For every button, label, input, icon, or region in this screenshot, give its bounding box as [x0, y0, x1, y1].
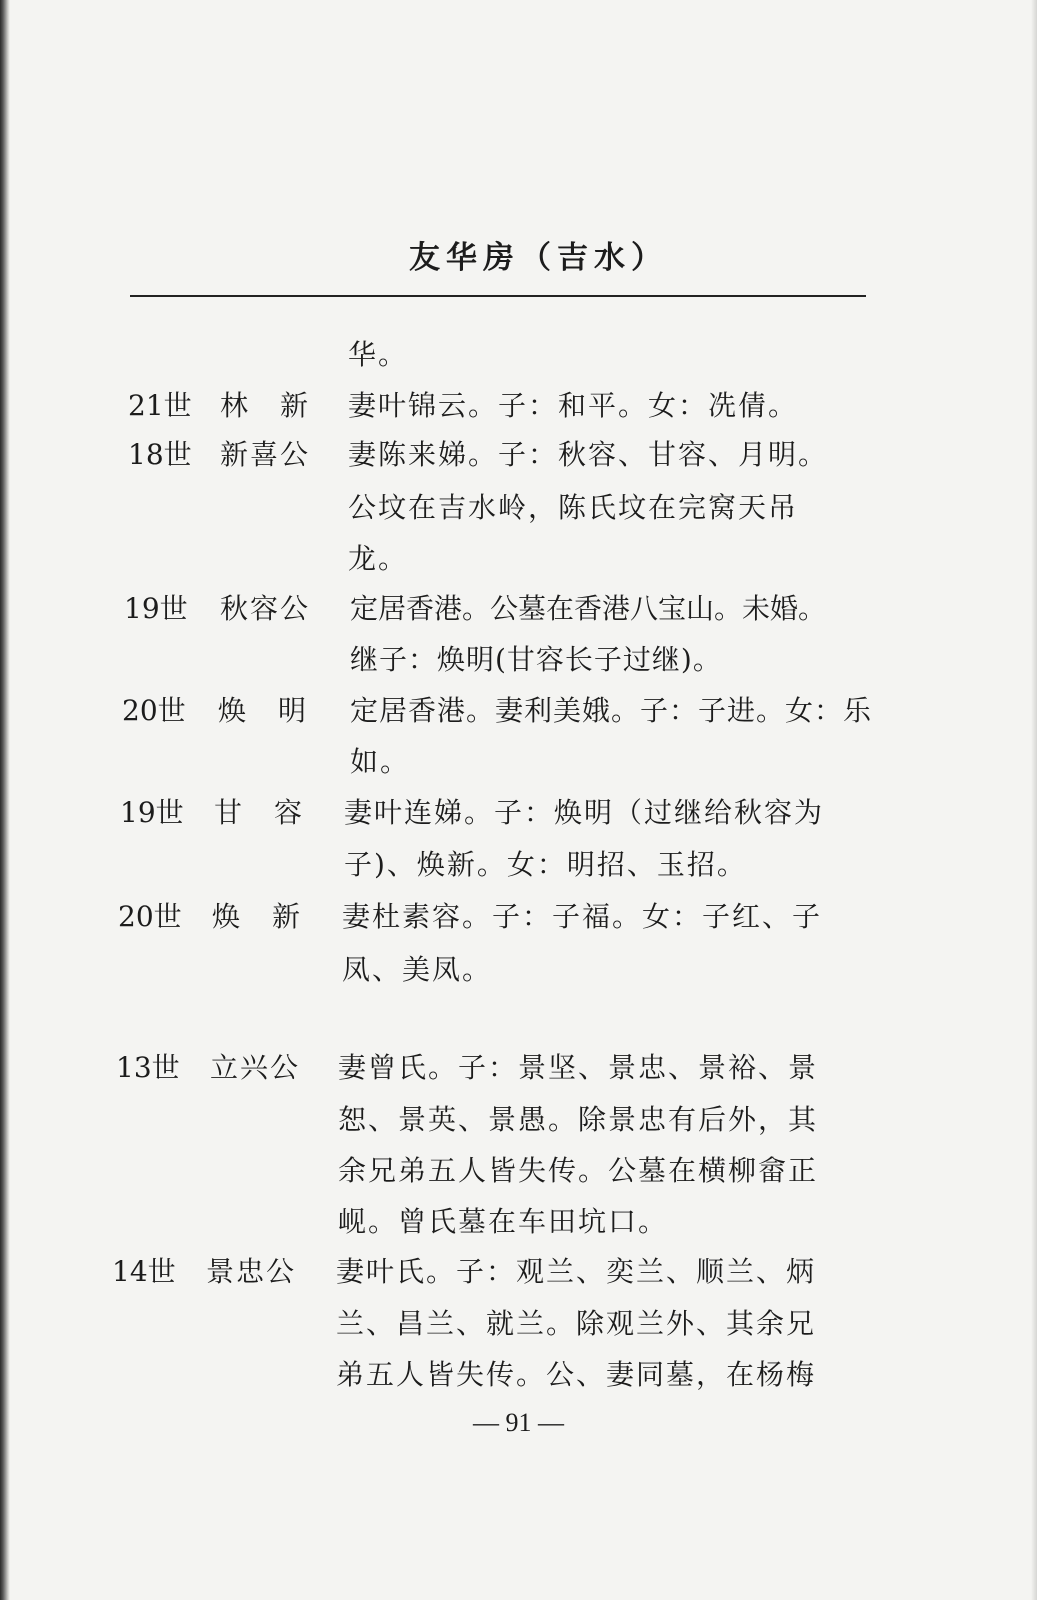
entry-name: 甘 容	[214, 796, 305, 829]
entry-name: 立兴公	[210, 1051, 301, 1084]
entry-name: 林 新	[220, 389, 311, 422]
page-header	[0, 232, 1037, 277]
entry-generation: 14世	[112, 1255, 176, 1288]
entry-text-line: 余兄弟五人皆失传。公墓在横柳畲正	[338, 1154, 819, 1187]
continuation-text: 华。	[348, 338, 409, 371]
entry-text-line: 定居香港。公墓在香港八宝山。未婚。	[350, 592, 827, 625]
page-number: — 91 —	[473, 1408, 564, 1437]
entry-text-line: 岘。曾氏墓在车田坑口。	[338, 1205, 669, 1238]
entry-text-line: 妻杜素容。子：子福。女：子红、子	[342, 900, 823, 933]
entry-text-line: 妻叶氏。子：观兰、奕兰、顺兰、炳	[336, 1255, 817, 1288]
entry-text-line: 恕、景英、景愚。除景忠有后外，其	[338, 1103, 819, 1136]
entry-generation: 21世	[128, 389, 192, 422]
entry-name: 焕 新	[212, 900, 303, 933]
entry-generation: 19世	[124, 592, 188, 625]
entry-text-line: 龙。	[348, 542, 409, 575]
entry-text-line: 妻曾氏。子：景坚、景忠、景裕、景	[338, 1051, 819, 1084]
entry-name: 秋容公	[220, 592, 311, 625]
header-title: 友华房（吉水）	[409, 240, 668, 276]
entry-text-line: 如。	[350, 745, 411, 778]
entry-generation: 18世	[128, 438, 192, 471]
entry-text-line: 定居香港。妻利美娥。子：子进。女：乐	[350, 694, 873, 727]
entry-name: 新喜公	[220, 438, 311, 471]
entry-text-line: 继子：焕明(甘容长子过继)。	[350, 643, 722, 676]
header-rule	[130, 295, 866, 297]
entry-text-line: 妻叶连娣。子：焕明（过继给秋容为	[344, 796, 825, 829]
entry-generation: 20世	[118, 900, 182, 933]
entry-generation: 19世	[120, 796, 184, 829]
entry-generation: 13世	[116, 1051, 180, 1084]
entry-name: 焕 明	[218, 694, 309, 727]
entry-generation: 20世	[122, 694, 186, 727]
entry-text-line: 妻陈来娣。子：秋容、甘容、月明。	[348, 438, 829, 471]
entry-text-line: 弟五人皆失传。公、妻同墓，在杨梅	[336, 1358, 817, 1391]
entry-text-line: 妻叶锦云。子：和平。女：冼倩。	[348, 389, 799, 422]
entry-name: 景忠公	[206, 1255, 297, 1288]
entry-text-line: 公坟在吉水岭，陈氏坟在完窝天吊	[348, 491, 799, 524]
entry-text-line: 凤、美凤。	[342, 953, 493, 986]
entry-text-line: 子)、焕新。女：明招、玉招。	[344, 848, 747, 881]
entry-text-line: 兰、昌兰、就兰。除观兰外、其余兄	[336, 1307, 817, 1340]
